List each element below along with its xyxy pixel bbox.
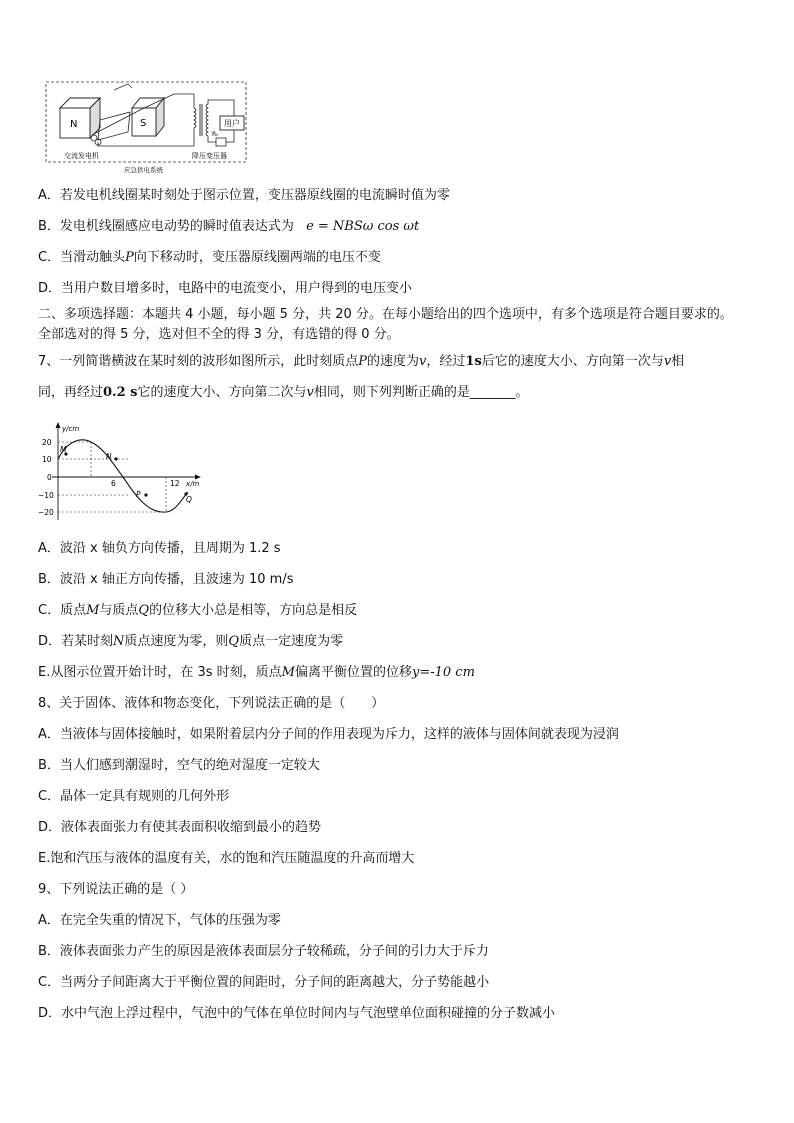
q7-option-c-m: M	[86, 603, 100, 618]
q7-stem-t: 1s	[465, 354, 482, 369]
section2-line1: 二、多项选择题：本题共 4 小题，每小题 5 分，共 20 分。在每小题给出的四个选项中，有多个选项是符合题目要求的。	[38, 307, 733, 322]
q9-option-c: C．当两分子间距离大于平衡位置的间距时，分子间的距离越大，分子势能越小	[38, 975, 490, 990]
magnet-n-label: N	[70, 119, 78, 130]
q6-option-b-text: B．发电机线圈感应电动势的瞬时值表达式为	[38, 219, 294, 234]
q7-stem-b: 的速度为	[367, 354, 420, 369]
magnet-s-label: S	[140, 118, 147, 129]
q7-stem-v: v	[419, 354, 427, 369]
y-tick-neg20: −20	[38, 508, 54, 517]
q7-stem-v2: v	[663, 354, 672, 369]
point-q-label: Q	[186, 495, 192, 504]
q7-option-c-q: Q	[138, 603, 150, 618]
q7-option-d-post: 质点一定速度为零	[239, 634, 344, 649]
q8-option-c: C．晶体一定具有规则的几何外形	[38, 789, 230, 804]
wave-graph	[36, 420, 206, 524]
wave-curve	[58, 440, 188, 512]
q7-option-d-q: Q	[228, 634, 240, 649]
q9-option-a: A．在完全失重的情况下，气体的压强为零	[38, 913, 281, 928]
system-caption: 应急供电系统	[124, 166, 163, 174]
q7-option-d	[38, 634, 343, 650]
q7-option-d-n: N	[113, 634, 125, 649]
transformer-caption: 降压变压器	[192, 152, 227, 160]
point-n-label: N	[106, 452, 112, 461]
power-circuit-figure	[44, 80, 266, 176]
q6-option-a: A．若发电机线圈某时刻处于图示位置，变压器原线圈的电流瞬时值为零	[38, 188, 450, 203]
q7-stem-e: 相	[671, 354, 685, 369]
point-p-label: P	[136, 490, 141, 499]
resistor-label: R₀	[212, 131, 219, 138]
q6-option-c-var: P	[125, 250, 134, 265]
q7-option-c	[38, 603, 357, 619]
q7-option-b: B．波沿 x 轴正方向传播，且波速为 10 m/s	[38, 572, 294, 587]
q9-stem: 9、下列说法正确的是（ ）	[38, 882, 194, 897]
q7-stem-p: P	[358, 354, 368, 369]
q7-option-d-pre: D．若某时刻	[38, 634, 114, 649]
y-axis-arrow	[56, 422, 61, 428]
q7-stem2-v: v	[306, 385, 314, 400]
x-tick-6: 6	[111, 479, 116, 488]
x-axis-arrow	[195, 475, 201, 480]
q6-option-d: D．当用户数目增多时，电路中的电流变小，用户得到的电压变小	[38, 281, 413, 296]
y-tick-0: 0	[47, 473, 52, 482]
q6-option-c-post: 向下移动时，变压器原线圈两端的电压不变	[133, 250, 381, 265]
q6-option-b	[38, 219, 419, 235]
q7-option-e-val: y=-10 cm	[411, 665, 475, 680]
point-p	[144, 493, 147, 496]
q7-stem-line2	[38, 385, 528, 401]
q8-option-e: E.饱和汽压与液体的温度有关，水的饱和汽压随温度的升高而增大	[38, 851, 415, 866]
q7-stem-a: 7、一列简谐横波在某时刻的波形如图所示，此时刻质点	[38, 354, 359, 369]
y-axis-label: y/cm	[62, 425, 80, 433]
q9-option-b: B．液体表面张力产生的原因是液体表面层分子较稀疏，分子间的引力大于斥力	[38, 944, 489, 959]
q8-option-b: B．当人们感到潮湿时，空气的绝对湿度一定较大	[38, 758, 320, 773]
q7-stem2-a: 同，再经过	[38, 385, 104, 400]
q7-option-e-post: 偏离平衡位置的位移	[294, 665, 412, 680]
q9-option-d: D．水中气泡上浮过程中，气泡中的气体在单位时间内与气泡壁单位面积碰撞的分子数减小	[38, 1006, 556, 1021]
user-box-label: 用户	[224, 119, 240, 128]
q8-stem: 8、关于固体、液体和物态变化，下列说法正确的是（ ）	[38, 696, 385, 711]
q8-option-a: A．当液体与固体接触时，如果附着层内分子间的作用表现为斥力，这样的液体与固体间就表现为浸润	[38, 727, 619, 742]
y-tick-20: 20	[42, 438, 52, 447]
q7-stem2-c: 相同，则下列判断正确的是_______。	[313, 385, 529, 400]
generator-caption: 交流发电机	[64, 152, 99, 160]
q8-option-d: D．液体表面张力有使其表面积收缩到最小的趋势	[38, 820, 322, 835]
q6-option-c	[38, 250, 381, 266]
x-axis-label: x/m	[186, 480, 200, 488]
q7-stem-line1	[38, 354, 684, 370]
q7-stem2-b: 它的速度大小、方向第二次与	[137, 385, 307, 400]
q7-option-a: A．波沿 x 轴负方向传播，且周期为 1.2 s	[38, 541, 281, 556]
x-tick-12: 12	[170, 479, 180, 488]
q7-option-c-mid: 与质点	[99, 603, 139, 618]
y-tick-10: 10	[42, 455, 52, 464]
q7-option-e	[38, 665, 475, 681]
section2-line2: 全部选对的得 5 分，选对但不全的得 3 分，有选错的得 0 分。	[38, 327, 400, 342]
q7-option-c-pre: C．质点	[38, 603, 87, 618]
point-m-label: M	[60, 445, 67, 454]
q7-stem-c: ，经过	[426, 354, 466, 369]
y-tick-neg10: −10	[38, 491, 54, 500]
q6-option-c-pre: C．当滑动触头	[38, 250, 126, 265]
q7-option-e-m: M	[281, 665, 295, 680]
q6-option-b-formula: e = NBSω cos ωt	[306, 219, 420, 234]
q7-stem-d: 后它的速度大小、方向第一次与	[481, 354, 664, 369]
q7-option-e-pre: E.从图示位置开始计时，在 3s 时刻，质点	[38, 665, 282, 680]
q7-option-d-mid: 质点速度为零，则	[124, 634, 229, 649]
point-n	[114, 457, 117, 460]
q7-stem2-t: 0.2 s	[103, 385, 138, 400]
q7-option-c-post: 的位移大小总是相等，方向总是相反	[149, 603, 358, 618]
